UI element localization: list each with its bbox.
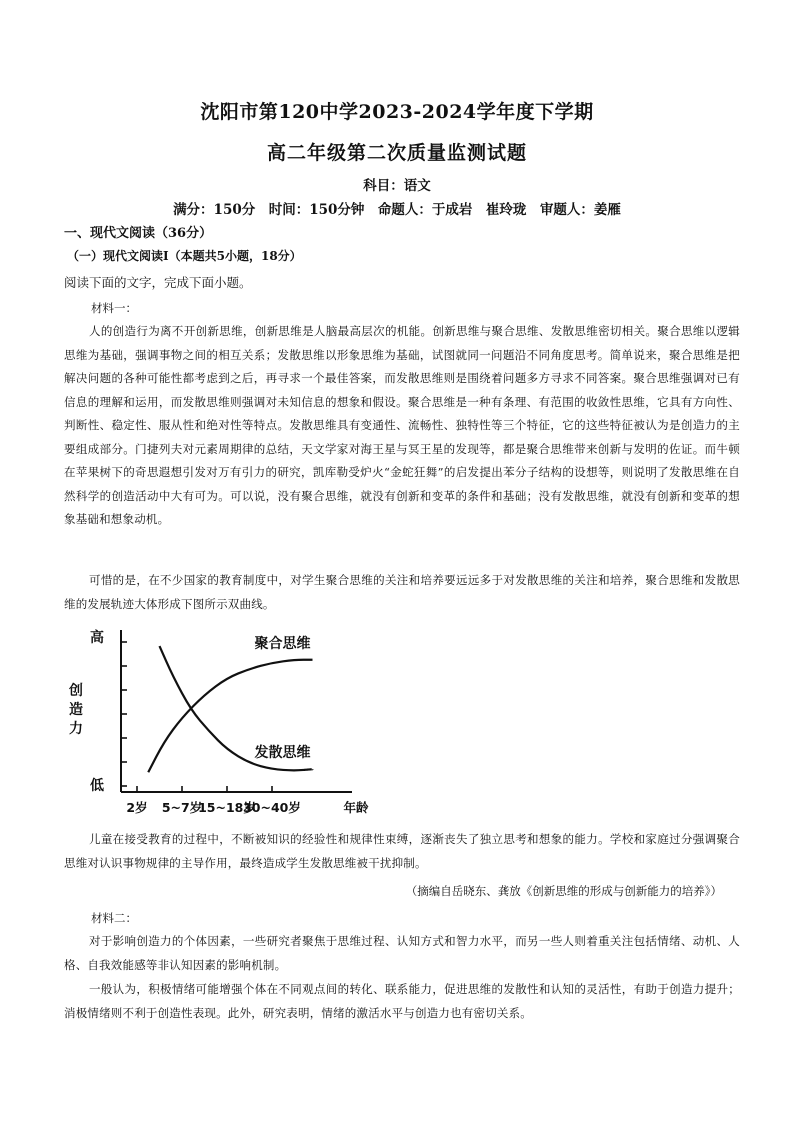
series-label: 发散思维 bbox=[254, 745, 311, 762]
subject-line: 科目：语文 bbox=[363, 178, 431, 194]
exam-info-line: 满分：150分 时间：150分钟 命题人：于成岩 崔玲珑 审题人：姜雁 bbox=[173, 202, 621, 218]
section-heading: 一、现代文阅读（36分） bbox=[64, 226, 213, 241]
y-low-label: 低 bbox=[90, 778, 104, 794]
reading-instruction: 阅读下面的文字，完成下面小题。 bbox=[64, 275, 252, 290]
x-axis-label: 年龄 bbox=[343, 800, 369, 815]
y-axis-label-char: 力 bbox=[69, 721, 83, 737]
exam-subtitle: 高二年级第二次质量监测试题 bbox=[266, 142, 527, 164]
chart-axes bbox=[121, 630, 352, 792]
exam-title: 沈阳市第120中学2023-2024学年度下学期 bbox=[200, 101, 594, 123]
y-axis-label-char: 创 bbox=[69, 683, 83, 699]
series-label: 聚合思维 bbox=[254, 635, 311, 652]
chart-labels bbox=[68, 629, 369, 815]
material-1-paragraph-3: 儿童在接受教育的过程中，不断被知识的经验性和规律性束缚，逐渐丧失了独立思考和想象的能力。学校和家庭过分强调聚合思维对认识事物规律的主导作用，最终造成学生发散思维被干扰抑制。 bbox=[64, 832, 740, 870]
material-2-label: 材料二： bbox=[91, 911, 137, 925]
material-1-paragraph-2: 可惜的是，在不少国家的教育制度中，对学生聚合思维的关注和培养要远远多于对发散思维的关注和培养，聚合思维和发散思维的发展轨迹大体形成下图所示双曲线。 bbox=[64, 573, 740, 611]
x-tick-label: 15~18岁 bbox=[198, 800, 256, 815]
material-1-paragraph-1: 人的创造行为离不开创新思维，创新思维是人脑最高层次的机能。创新思维与聚合思维、发散思维密切相关。聚合思维以逻辑思维为基础，强调事物之间的相互关系；发散思维以形象思维为基础，试图就同一问题沿不同角度思考。简单说来，聚合思维是把解决问题的各种可能性都考虑到之后，再寻求一个最佳答案，而发散思维则是围绕着问题多方寻求不同答案。聚合思维强调对已有信息的理解和运用，而发散思维则强调对未知信息的想象和假设。聚合思维是一种有条理、有范围的收敛性思维，它具有方向性、判断性、稳定性、服从性和绝对性等特点。发散思维具有变通性、流畅性、独特性等三个特征，它的这些特征被认为是创造力的主要组成部分。门捷列夫对元素周期律的总结，天文学家对海王星与冥王星的发现等，都是聚合思维带来创新与发明的佐证。而牛顿在苹果树下的奇思遐想引发对万有引力的研究，凯库勒受炉火“金蛇狂舞”的启发提出苯分子结构的设想等，则说明了发散思维在自然科学的创造活动中大有可为。可以说，没有聚合思维，就没有创新和变革的条件和基础；没有发散思维，就没有创新和变革的想象基础和想象动机。 bbox=[64, 324, 740, 526]
material-1-label: 材料一： bbox=[91, 301, 137, 315]
y-axis-label-char: 造 bbox=[69, 702, 83, 718]
x-tick-label: 30~40岁 bbox=[243, 800, 301, 815]
material-2-paragraph-2: 一般认为，积极情绪可能增强个体在不同观点间的转化、联系能力，促进思维的发散性和认知的灵活性，有助于创造力提升；消极情绪则不利于创造性表现。此外，研究表明，情绪的激活水平与创造力也有密切关系。 bbox=[64, 982, 740, 1020]
x-tick-label: 2岁 bbox=[126, 800, 148, 815]
material-1-source: （摘编自岳晓东、龚放《创新思维的形成与创新能力的培养》） bbox=[405, 884, 722, 898]
subsection-heading: （一）现代文阅读Ⅰ（本题共5小题，18分） bbox=[67, 249, 302, 263]
material-2-paragraph-1: 对于影响创造力的个体因素，一些研究者聚焦于思维过程、认知方式和智力水平，而另一些人则着重关注包括情绪、动机、人格、自我效能感等非认知因素的影响机制。 bbox=[64, 934, 740, 972]
x-tick-label: 5~7岁 bbox=[161, 800, 203, 815]
y-high-label: 高 bbox=[90, 630, 104, 646]
thinking-development-chart bbox=[64, 625, 394, 820]
